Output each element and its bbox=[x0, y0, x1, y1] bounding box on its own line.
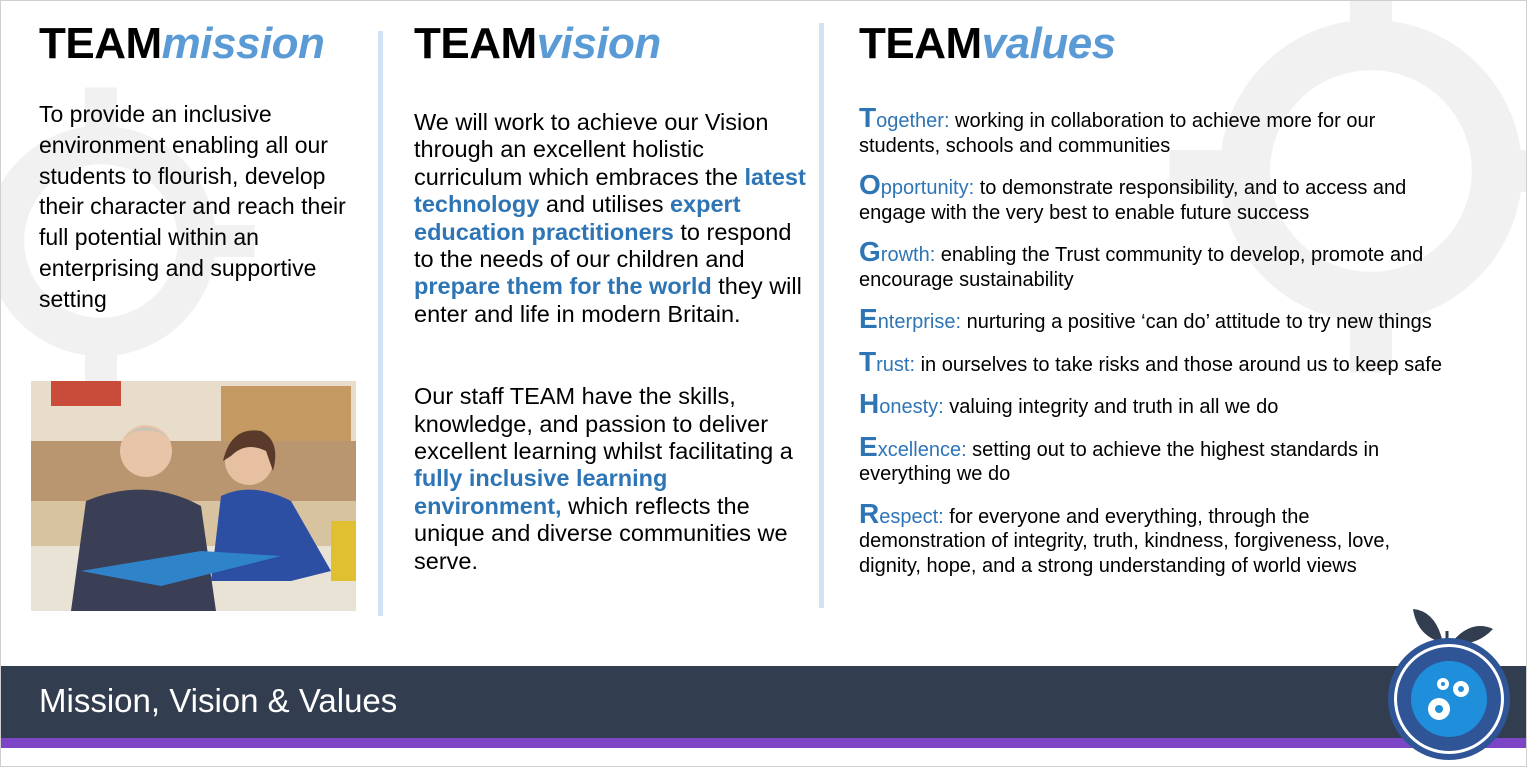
footer-stripe bbox=[1, 738, 1526, 748]
vision-title bbox=[414, 19, 661, 69]
vision-title-accent: vision bbox=[536, 19, 661, 68]
mission-title-bold: TEAM bbox=[39, 19, 162, 68]
value-initial: T bbox=[859, 345, 877, 377]
value-initial: O bbox=[859, 169, 881, 200]
value-keyword: xcellence: bbox=[877, 438, 967, 461]
vision-paragraph-1 bbox=[414, 109, 814, 328]
value-initial: T bbox=[859, 102, 877, 133]
values-title-bold: TEAM bbox=[859, 19, 982, 68]
values-title bbox=[859, 19, 1116, 69]
value-item bbox=[859, 345, 1454, 378]
value-keyword: rowth: bbox=[880, 244, 936, 266]
values-list bbox=[859, 102, 1454, 593]
mission-statement: To provide an inclusive environment enabling all our students to flourish, develop their character and reach their full potential within an enterprising and supportive setting bbox=[39, 101, 346, 312]
value-initial: E bbox=[859, 303, 878, 334]
value-description: for everyone and everything, through the demonstration of integrity, truth, kindness, forgiveness, love, dignity, hope, and a strong understanding of world views bbox=[859, 505, 1391, 577]
vision-highlight: fully inclusive learning environment, bbox=[414, 465, 668, 519]
value-item bbox=[859, 102, 1454, 158]
value-description: nurturing a positive ‘can do’ attitude to try new things bbox=[961, 311, 1432, 333]
mission-title bbox=[39, 19, 324, 69]
classroom-photo bbox=[31, 381, 356, 611]
vision-highlight: expert education practitioners bbox=[414, 191, 741, 245]
footer-bar bbox=[1, 666, 1526, 738]
value-item bbox=[859, 388, 1454, 420]
value-description: enabling the Trust community to develop, promote and encourage sustainability bbox=[859, 244, 1424, 291]
value-item bbox=[859, 169, 1454, 225]
vision-title-bold: TEAM bbox=[414, 19, 537, 68]
values-title-accent: values bbox=[981, 19, 1116, 68]
value-initial: R bbox=[859, 497, 880, 529]
value-initial: G bbox=[859, 236, 881, 267]
value-item bbox=[859, 303, 1454, 335]
value-description: working in collaboration to achieve more for our students, schools and communities bbox=[859, 110, 1376, 157]
value-description: to demonstrate responsibility, and to access and engage with the very best to enable future success bbox=[859, 177, 1407, 224]
value-item bbox=[859, 236, 1454, 292]
value-description: in ourselves to take risks and those around us to keep safe bbox=[915, 353, 1442, 376]
value-keyword: espect: bbox=[879, 505, 944, 528]
value-item bbox=[859, 497, 1419, 579]
value-keyword: pportunity: bbox=[880, 177, 975, 199]
vision-text-segment: We will work to achieve our Vision through an excellent holistic curriculum which embraces the bbox=[414, 109, 769, 190]
vision-text-segment: Our staff TEAM have the skills, knowledge, and passion to deliver excellent learning whilst facilitating a bbox=[414, 383, 793, 465]
vision-text-segment: they will enter and life in modern Britain. bbox=[414, 273, 802, 327]
vision-paragraph-2 bbox=[414, 383, 814, 575]
value-initial: E bbox=[859, 430, 878, 462]
column-divider bbox=[819, 23, 824, 608]
column-divider bbox=[378, 31, 383, 616]
school-logo-icon bbox=[1381, 601, 1521, 761]
vision-statement bbox=[414, 109, 814, 575]
value-keyword: nterprise: bbox=[877, 311, 962, 333]
vision-highlight: prepare them for the world bbox=[414, 273, 712, 300]
value-description: valuing integrity and truth in all we do bbox=[943, 396, 1279, 418]
value-description: setting out to achieve the highest standards in everything we do bbox=[859, 438, 1380, 485]
vision-text-segment: and utilises bbox=[539, 191, 670, 218]
value-keyword: onesty: bbox=[879, 396, 944, 418]
vision-text-segment: which reflects the unique and diverse communities we serve. bbox=[414, 492, 788, 574]
value-item bbox=[859, 430, 1454, 487]
vision-text-segment: to respond to the needs of our children and bbox=[414, 218, 792, 273]
value-initial: H bbox=[859, 388, 880, 419]
vision-highlight: latest technology bbox=[414, 163, 806, 218]
value-keyword: rust: bbox=[876, 353, 916, 376]
footer-title: Mission, Vision & Values bbox=[39, 682, 398, 719]
mission-title-accent: mission bbox=[161, 19, 325, 68]
value-keyword: ogether: bbox=[876, 110, 950, 132]
